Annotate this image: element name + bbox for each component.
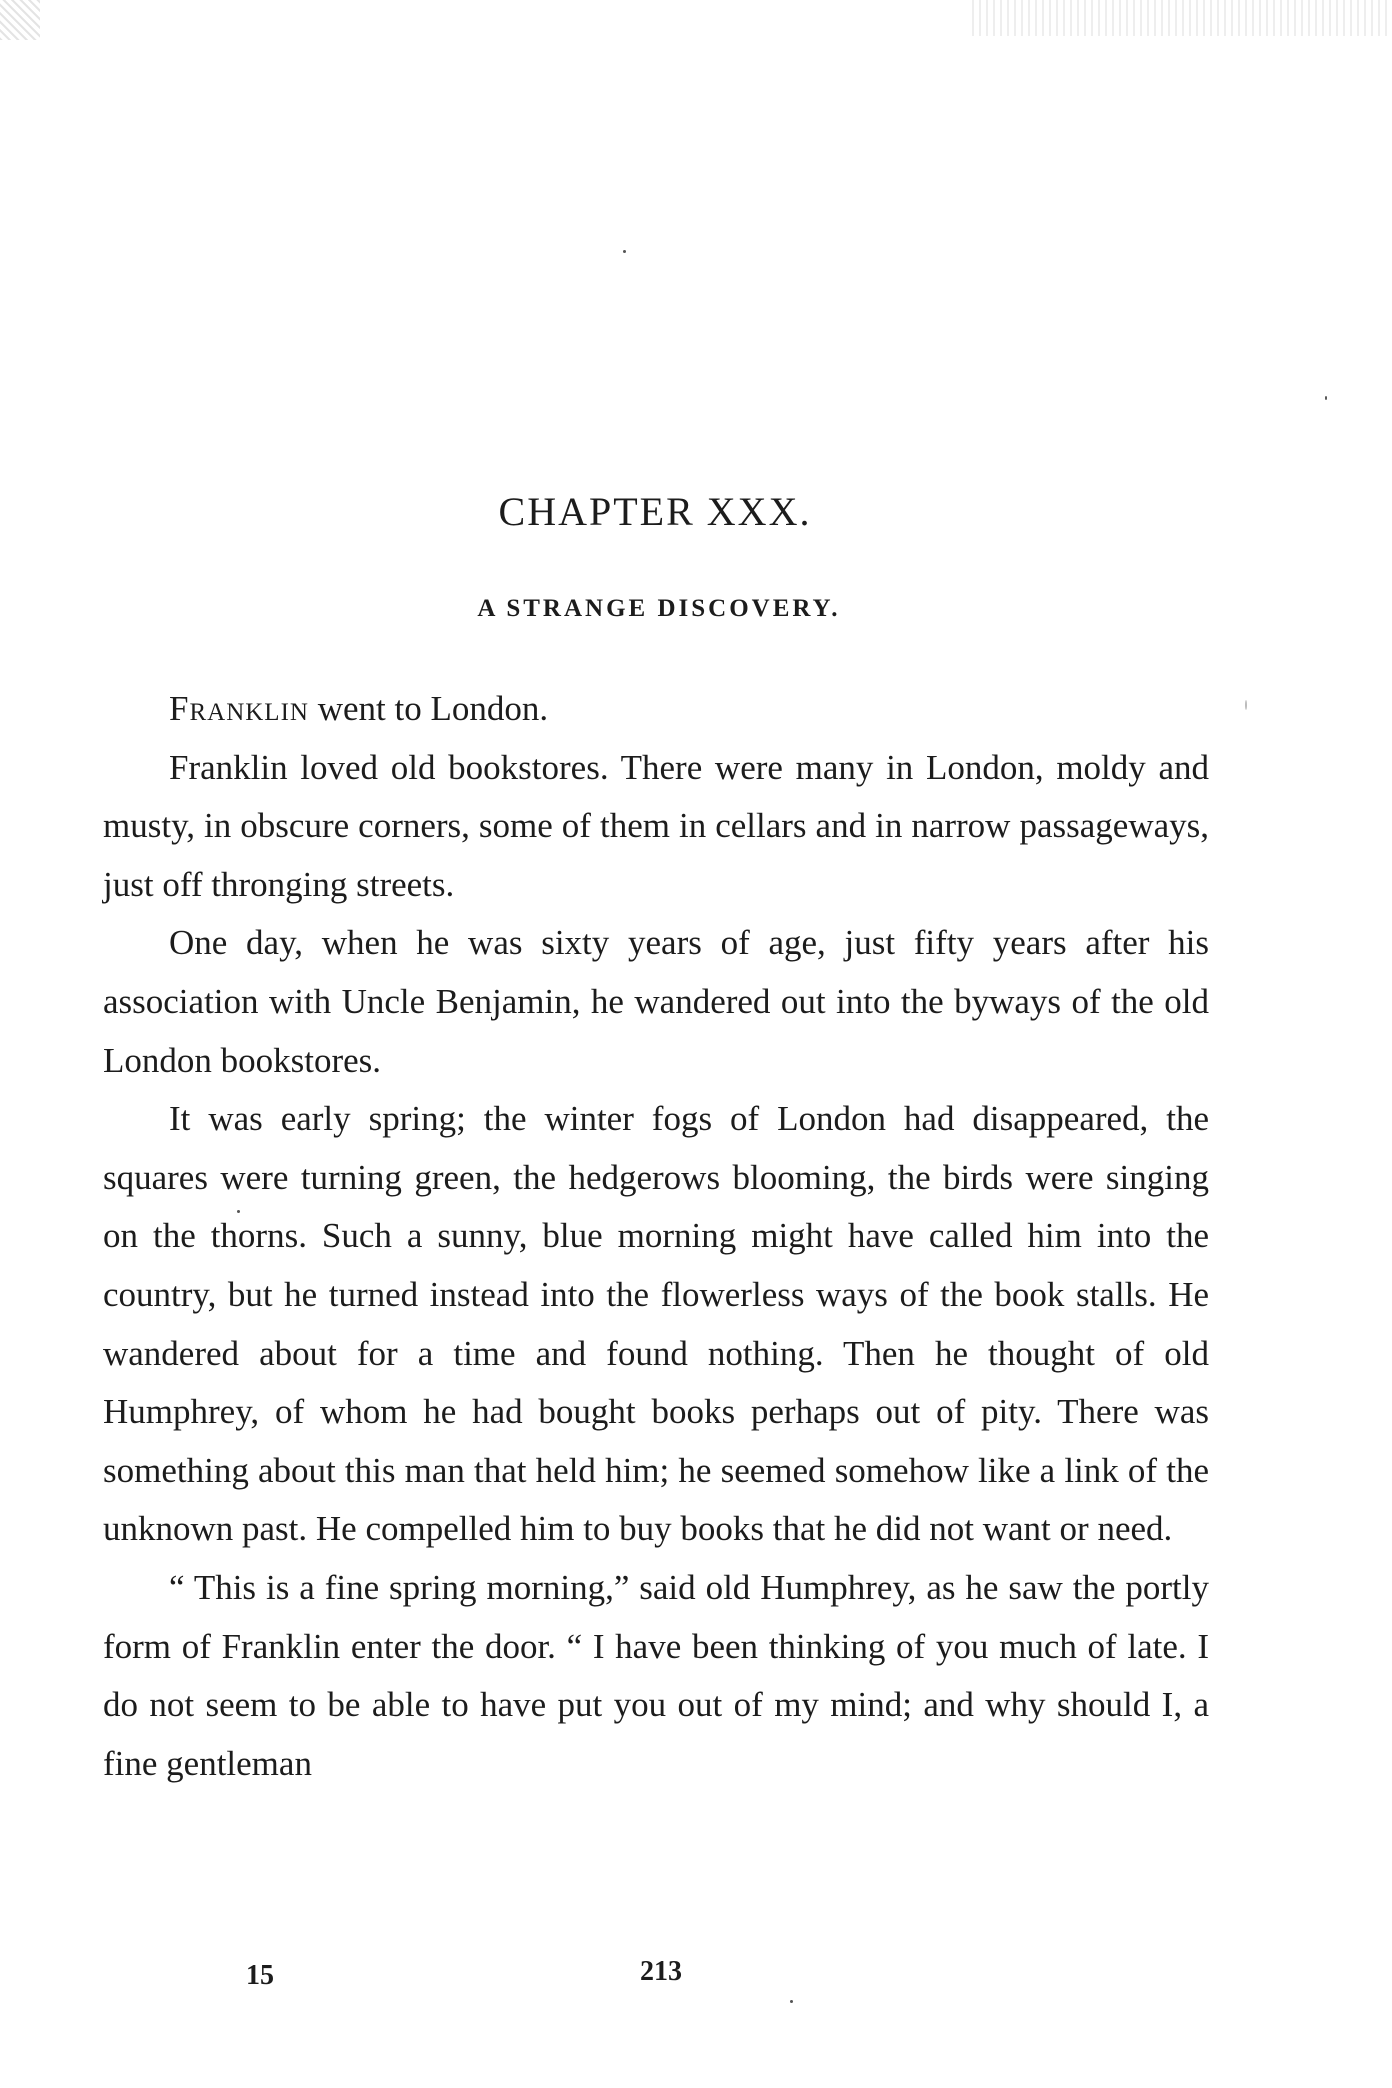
- chapter-heading: CHAPTER XXX.: [498, 489, 812, 534]
- ink-speck: [790, 2000, 793, 2003]
- body-text: [103, 680, 1209, 1793]
- lead-word: Franklin: [169, 689, 309, 728]
- paragraph-3: One day, when he was sixty years of age, just fifty years after his association with Uncle Benjamin, he wandered out into the byways of the old London bookstores.: [103, 923, 1209, 1080]
- scan-noise-top-right: [972, 0, 1392, 36]
- paragraph-4: It was early spring; the winter fogs of London had disappeared, the squares were turning green, the hedgerows blooming, the birds were singing on the thorns. Such a sunny, blue morning might have called him into the country, but he turned instead into the flowerless ways of the book stalls. He wandered about for a time and found nothing. Then he thought of old Humphrey, of whom he had bought books perhaps out of pity. There was something about this man that held him; he seemed somehow like a link of the unknown past. He compelled him to buy books that he did not want or need.: [103, 1099, 1209, 1549]
- ink-speck: [623, 250, 626, 253]
- chapter-subtitle: A STRANGE DISCOVERY.: [477, 595, 841, 622]
- paragraph-5: “ This is a fine spring morning,” said old Humphrey, as he saw the portly form of Franklin enter the door. “ I have been thinking of you much of late. I do not seem to be able to have put you out of my mind; and why should I, a fine gentleman: [103, 1567, 1209, 1783]
- scan-noise-top-left: [0, 0, 40, 40]
- paragraph-1: [103, 680, 1209, 739]
- paragraph-text: went to London.: [308, 689, 549, 728]
- signature-mark: 15: [246, 1960, 274, 1991]
- page-number: 213: [640, 1956, 682, 1987]
- ink-speck: [1325, 396, 1327, 400]
- ink-speck: [1245, 700, 1247, 710]
- paragraph-2: Franklin loved old bookstores. There were many in London, moldy and musty, in obscure corners, some of them in cellars and in narrow passageways, just off thronging streets.: [103, 747, 1209, 904]
